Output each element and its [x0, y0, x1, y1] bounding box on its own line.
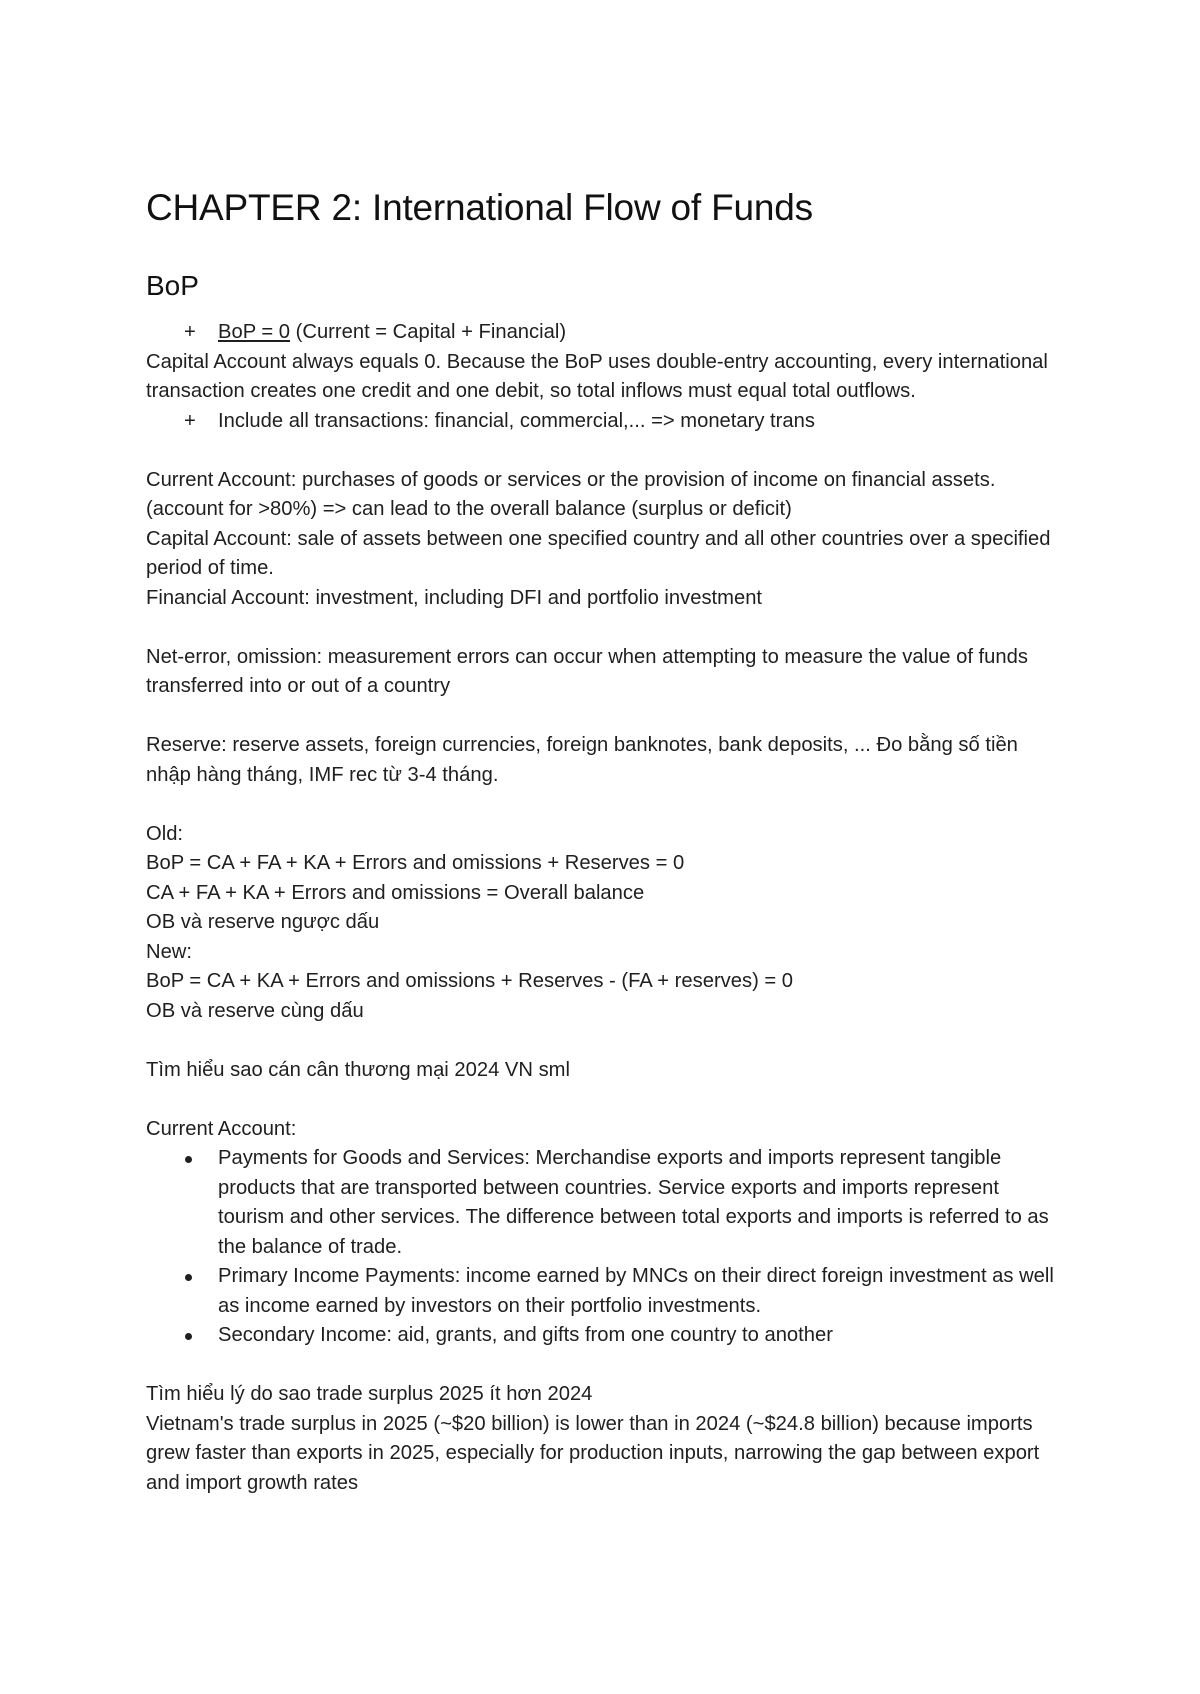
old-label: Old:: [146, 822, 184, 845]
financial-account-definition: Financial Account: investment, including DFI and portfolio investment: [146, 586, 763, 609]
section-heading-bop: BoP: [146, 270, 199, 301]
net-error-definition: Net-error, omission: measurement errors can occur when attempting to measure the value of funds transferred into or out of a country: [146, 645, 1028, 697]
bop-plus-list-1: [146, 318, 1066, 348]
spacer: [146, 790, 1066, 820]
capital-zero-note: Capital Account always equals 0. Because the BoP uses double-entry accounting, every international transaction creates one credit and one debit, so total inflows must equal total outflows.: [146, 350, 1048, 402]
list-item: + Include all transactions: financial, commercial,... => monetary trans: [146, 407, 1066, 437]
spacer: [146, 702, 1066, 732]
current-account-label: Current Account:: [146, 1117, 297, 1140]
list-item: Payments for Goods and Services: Merchandise exports and imports represent tangible products that are transported between countries. Service exports and imports represent tourism and other services. The difference between total exports and imports is referred to as the balance of trade.: [146, 1144, 1066, 1262]
bop-equation-link[interactable]: BoP = 0: [218, 321, 291, 343]
chapter-title: CHAPTER 2: International Flow of Funds: [146, 187, 813, 228]
old-equation-1: BoP = CA + FA + KA + Errors and omissions + Reserves = 0: [146, 852, 685, 874]
research-note-2025: Tìm hiểu lý do sao trade surplus 2025 ít hơn 2024: [146, 1383, 593, 1405]
capital-account-definition: Capital Account: sale of assets between one specified country and all other countries over a specified period of time.: [146, 527, 1051, 579]
bop-equation-rest: (Current = Capital + Financial): [290, 321, 567, 343]
old-equation-2: CA + FA + KA + Errors and omissions = Overall balance: [146, 881, 645, 904]
research-note-2024: Tìm hiểu sao cán cân thương mại 2024 VN sml: [146, 1058, 570, 1081]
current-account-list: [146, 1144, 1066, 1351]
spacer: [146, 436, 1066, 466]
list-item: Primary Income Payments: income earned by MNCs on their direct foreign investment as well as income earned by investors on their portfolio investments.: [146, 1262, 1066, 1321]
reserve-definition: Reserve: reserve assets, foreign currencies, foreign banknotes, bank deposits, ... Đo bằng số tiền nhập hàng tháng, IMF rec từ 3-4 tháng.: [146, 734, 1018, 786]
surplus-explanation: Vietnam's trade surplus in 2025 (~$20 billion) is lower than in 2024 (~$24.8 billion) because imports grew faster than exports in 2025, especially for production inputs, narrowing the gap between export and import growth rates: [146, 1412, 1040, 1494]
spacer: [146, 1351, 1066, 1381]
spacer: [146, 1026, 1066, 1056]
old-note: OB và reserve ngược dấu: [146, 911, 380, 933]
bop-plus-list-2: [146, 407, 1066, 437]
new-label: New:: [146, 940, 192, 963]
spacer: [146, 1085, 1066, 1115]
list-item: Secondary Income: aid, grants, and gifts from one country to another: [146, 1321, 1066, 1351]
spacer: [146, 613, 1066, 643]
list-item: [146, 318, 1066, 348]
new-equation-1: BoP = CA + KA + Errors and omissions + Reserves - (FA + reserves) = 0: [146, 970, 794, 992]
document-content: [146, 178, 1066, 1498]
current-account-definition: Current Account: purchases of goods or services or the provision of income on financial assets. (account for >80%) => can lead to the overall balance (surplus or deficit): [146, 468, 996, 520]
new-note: OB và reserve cùng dấu: [146, 999, 364, 1022]
